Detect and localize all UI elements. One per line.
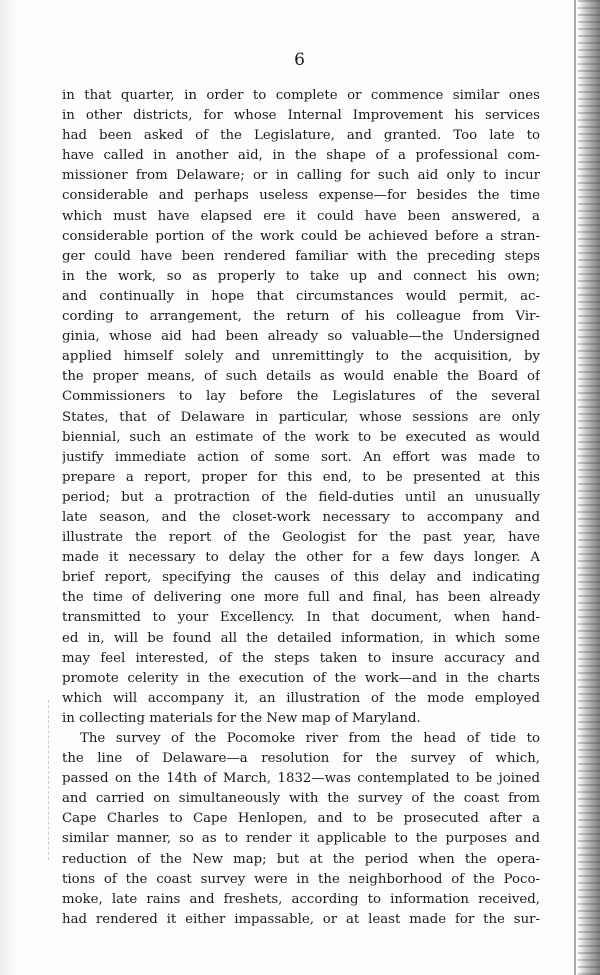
- text-line: prepare a report, proper for this end, to be presented at this: [62, 469, 540, 485]
- text-line: transmitted to your Excellency. In that document, when hand-: [62, 610, 540, 626]
- scan-left-edge: [0, 0, 18, 975]
- text-line: ginia, whose aid had been already so valuable—the Undersigned: [62, 329, 540, 345]
- text-line: which will accompany it, an illustration of the mode employed: [62, 690, 540, 706]
- text-line: Commissioners to lay before the Legislatures of the several: [62, 389, 540, 405]
- text-line: biennial, such an estimate of the work to be executed as would: [62, 429, 540, 445]
- text-line: and continually in hope that circumstances would permit, ac-: [62, 288, 540, 304]
- text-line: in collecting materials for the New map of Maryland.: [62, 710, 421, 726]
- text-line: ed in, will be found all the detailed information, in which some: [62, 630, 540, 646]
- text-line: missioner from Delaware; or in calling for such aid only to incur: [62, 168, 540, 184]
- text-line: in other districts, for whose Internal Improvement his services: [62, 108, 540, 124]
- body-text: [62, 86, 540, 930]
- text-line: which must have elapsed ere it could have been answered, a: [62, 208, 540, 224]
- text-line: cording to arrangement, the return of his colleague from Vir-: [62, 309, 540, 325]
- text-line: the proper means, of such details as would enable the Board of: [62, 369, 540, 385]
- text-line: illustrate the report of the Geologist for the past year, have: [62, 530, 540, 546]
- text-line: brief report, specifying the causes of this delay and indicating: [62, 570, 540, 586]
- text-line: have called in another aid, in the shape of a professional com-: [62, 148, 540, 164]
- scan-right-edge: [578, 0, 600, 975]
- paragraph-1: [62, 86, 540, 729]
- binding-line: [574, 0, 576, 975]
- margin-mark: [30, 700, 49, 860]
- text-line: had rendered it either impassable, or at least made for the sur-: [62, 911, 540, 927]
- text-line: period; but a protraction of the field-duties until an unusually: [62, 489, 540, 505]
- text-line: reduction of the New map; but at the period when the opera-: [62, 851, 540, 867]
- text-line: made it necessary to delay the other for a few days longer. A: [62, 550, 540, 566]
- text-line: similar manner, so as to render it applicable to the purposes and: [62, 831, 540, 847]
- text-line: the line of Delaware—a resolution for the survey of which,: [62, 751, 540, 767]
- text-line: considerable and perhaps useless expense—for besides the time: [62, 188, 540, 204]
- page-number: 6: [294, 50, 306, 70]
- text-line: and carried on simultaneously with the survey of the coast from: [62, 791, 540, 807]
- text-line: ger could have been rendered familiar with the preceding steps: [62, 248, 540, 264]
- text-line: considerable portion of the work could be achieved before a stran-: [62, 228, 540, 244]
- paragraph-2: [62, 729, 540, 930]
- text-line: in the work, so as properly to take up and connect his own;: [62, 268, 540, 284]
- text-line: may feel interested, of the steps taken to insure accuracy and: [62, 650, 540, 666]
- text-line: passed on the 14th of March, 1832—was contemplated to be joined: [62, 771, 540, 787]
- text-line: applied himself solely and unremittingly to the acquisition, by: [62, 349, 540, 365]
- text-line: States, that of Delaware in particular, whose sessions are only: [62, 409, 540, 425]
- text-line: promote celerity in the execution of the work—and in the charts: [62, 670, 540, 686]
- text-line: The survey of the Pocomoke river from the head of tide to: [80, 731, 540, 746]
- text-line: tions of the coast survey were in the neighborhood of the Poco-: [62, 871, 540, 887]
- text-line: justify immediate action of some sort. An effort was made to: [62, 449, 540, 465]
- text-line: late season, and the closet-work necessary to accompany and: [62, 509, 540, 525]
- text-line: the time of delivering one more full and final, has been already: [62, 590, 540, 606]
- text-line: moke, late rains and freshets, according to information received,: [62, 891, 540, 907]
- text-line: Cape Charles to Cape Henlopen, and to be prosecuted after a: [62, 811, 540, 827]
- text-line: had been asked of the Legislature, and granted. Too late to: [62, 128, 540, 144]
- text-line: in that quarter, in order to complete or commence similar ones: [62, 88, 540, 103]
